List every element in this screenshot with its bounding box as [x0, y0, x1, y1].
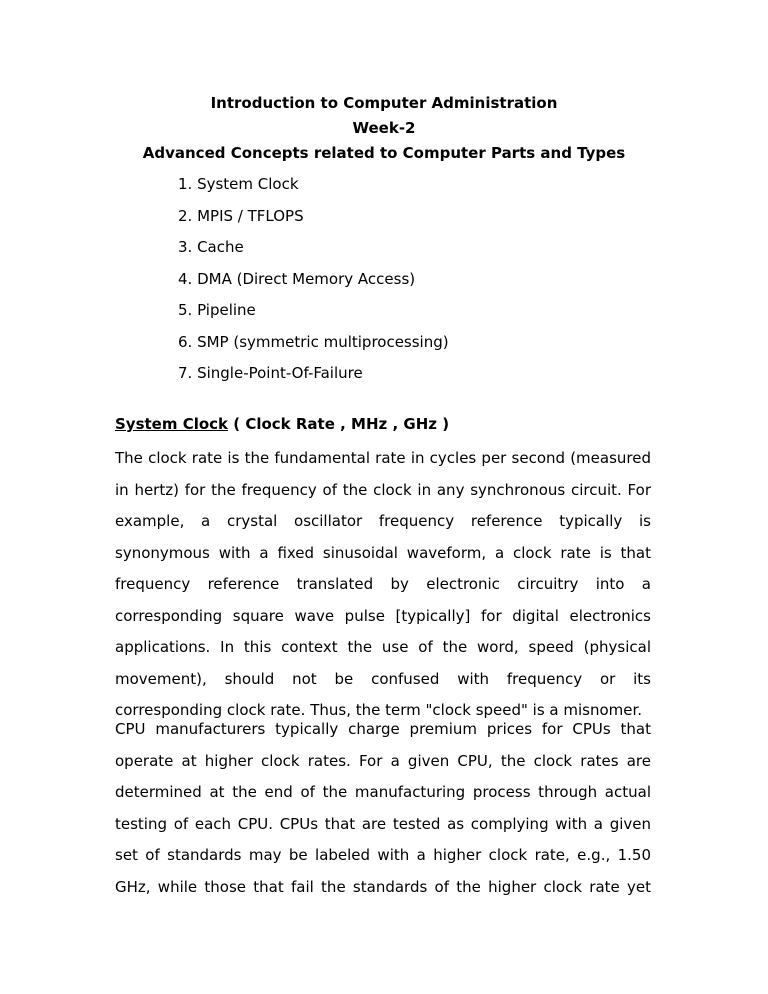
paragraph-line: in hertz) for the frequency of the clock in any synchronous circuit. For	[115, 480, 651, 499]
section-heading-rest: ( Clock Rate , MHz , GHz )	[228, 415, 450, 433]
paragraph-line: set of standards may be labeled with a higher clock rate, e.g., 1.50	[115, 846, 651, 864]
paragraph-line: operate at higher clock rates. For a given CPU, the clock rates are	[115, 751, 651, 770]
document-subtitle: Advanced Concepts related to Computer Parts and Types	[142, 144, 626, 162]
week-label: Week-2	[352, 119, 416, 137]
list-item: 7. Single-Point-Of-Failure	[178, 364, 363, 382]
paragraph-line: CPU manufacturers typically charge premium prices for CPUs that	[115, 720, 651, 738]
paragraph-line: applications. In this context the use of the word, speed (physical	[115, 638, 651, 656]
title-block	[0, 91, 768, 166]
section-heading	[115, 414, 449, 434]
paragraph-line: example, a crystal oscillator frequency reference typically is	[115, 512, 651, 530]
paragraph-line: movement), should not be confused with frequency or its	[115, 669, 651, 688]
topic-list	[178, 169, 449, 390]
paragraph-line: corresponding square wave pulse [typically] for digital electronics	[115, 606, 651, 625]
paragraph-cpu-pricing	[115, 714, 651, 903]
paragraph-line: corresponding clock rate. Thus, the term "clock speed" is a misnomer.	[115, 701, 643, 719]
paragraph-line: testing of each CPU. CPUs that are tested as complying with a given	[115, 814, 651, 833]
list-item: 3. Cache	[178, 238, 244, 256]
list-item: 5. Pipeline	[178, 301, 256, 319]
document-title: Introduction to Computer Administration	[210, 94, 558, 112]
list-item: 4. DMA (Direct Memory Access)	[178, 269, 416, 288]
paragraph-clock-rate	[115, 443, 651, 727]
paragraph-line: determined at the end of the manufacturing process through actual	[115, 783, 651, 801]
paragraph-line: frequency reference translated by electronic circuitry into a	[115, 575, 651, 593]
list-item: 2. MPIS / TFLOPS	[178, 206, 304, 225]
section-heading-underlined: System Clock	[115, 415, 229, 433]
paragraph-line: GHz, while those that fail the standards of the higher clock rate yet	[115, 877, 651, 896]
list-item: 6. SMP (symmetric multiprocessing)	[178, 332, 449, 351]
paragraph-line: synonymous with a fixed sinusoidal waveform, a clock rate is that	[115, 543, 651, 562]
list-item: 1. System Clock	[178, 175, 299, 193]
paragraph-line: The clock rate is the fundamental rate in cycles per second (measured	[115, 449, 651, 467]
